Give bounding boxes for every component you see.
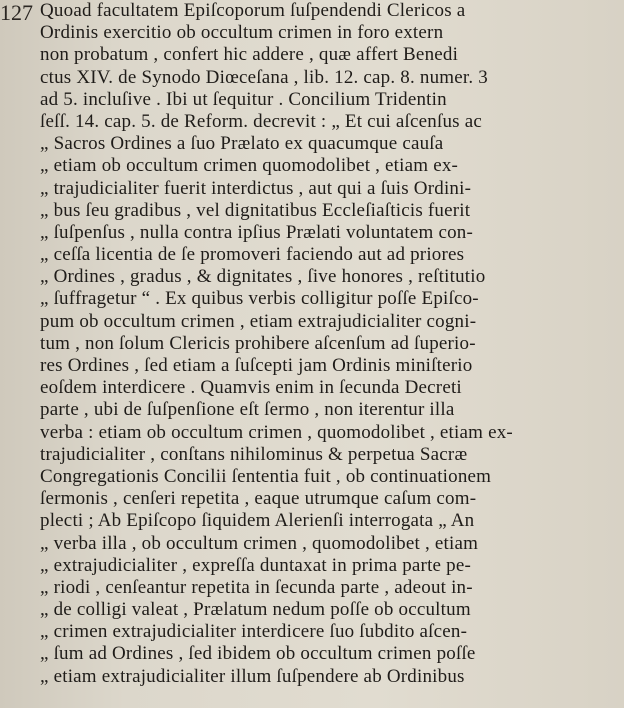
body-text <box>40 0 624 688</box>
text-line: plecti ; Ab Epiſcopo ſiquidem Alerienſi interrogata „ An <box>40 510 475 532</box>
text-line: Quoad facultatem Epiſcoporum ſuſpendendi Clericos a <box>40 0 466 21</box>
text-line: „ extrajudicialiter , expreſſa duntaxat in prima parte pe- <box>40 554 471 576</box>
text-line: non probatum , confert hic addere , quæ affert Benedi <box>40 44 459 66</box>
text-line: parte , ubi de ſuſpenſione eſt ſermo , non iterentur illa <box>40 399 455 421</box>
text-line: „ trajudicialiter fuerit interdictus , aut qui a ſuis Ordini- <box>40 177 472 199</box>
text-line: eoſdem interdicere . Quamvis enim in ſecunda Decreti <box>40 377 462 399</box>
text-line: „ ſum ad Ordines , ſed ibidem ob occultum crimen poſſe <box>40 643 476 665</box>
text-line: „ ſuſpenſus , nulla contra ipſius Prælati voluntatem con- <box>40 221 474 243</box>
text-line: Congregationis Concilii ſententia fuit , ob continuationem <box>40 465 492 487</box>
text-line: Ordinis exercitio ob occultum crimen in foro extern <box>40 22 444 44</box>
text-line: ſermonis , cenſeri repetita , eaque utrumque caſum com- <box>40 488 477 510</box>
text-line: „ Ordines , gradus , & dignitates , ſive honores , reſtitutio <box>40 266 486 288</box>
text-line: „ riodi , cenſeantur repetita in ſecunda parte , adeout in- <box>40 576 473 598</box>
text-line: ad 5. incluſive . Ibi ut ſequitur . Concilium Tridentin <box>40 88 447 110</box>
text-line: ctus XIV. de Synodo Diœceſana , lib. 12. cap. 8. numer. 3 <box>40 66 488 88</box>
page-number: 127 <box>0 0 33 25</box>
text-line: tum , non ſolum Clericis prohibere aſcenſum ad ſuperio- <box>40 332 476 354</box>
text-line: „ de colligi valeat , Prælatum nedum poſſe ob occultum <box>40 599 471 621</box>
text-line: „ ceſſa licentia de ſe promoveri faciendo aut ad priores <box>40 244 465 266</box>
text-line: pum ob occultum crimen , etiam extrajudicialiter cogni- <box>40 310 477 332</box>
text-line: „ crimen extrajudicialiter interdicere ſuo ſubdito aſcen- <box>40 621 468 643</box>
text-line: „ etiam extrajudicialiter illum ſuſpendere ab Ordinibus <box>40 665 465 687</box>
text-line: „ etiam ob occultum crimen quomodolibet , etiam ex- <box>40 155 459 177</box>
text-line: „ Sacros Ordines a ſuo Prælato ex quacumque cauſa <box>40 133 444 155</box>
text-line: „ ſuffragetur “ . Ex quibus verbis colligitur poſſe Epiſco- <box>40 288 479 310</box>
text-line: res Ordines , ſed etiam a ſuſcepti jam Ordinis miniſterio <box>40 355 473 376</box>
text-line: ſeſſ. 14. cap. 5. de Reform. decrevit : „ Et cui aſcenſus ac <box>40 110 482 132</box>
text-line: trajudicialiter , conſtans nihilominus & perpetua Sacræ <box>40 443 468 465</box>
text-line: verba : etiam ob occultum crimen , quomodolibet , etiam ex- <box>40 421 513 443</box>
text-line: „ bus ſeu gradibus , vel dignitatibus Eccleſiaſticis fuerit <box>40 199 471 221</box>
text-line: „ verba illa , ob occultum crimen , quomodolibet , etiam <box>40 532 479 554</box>
